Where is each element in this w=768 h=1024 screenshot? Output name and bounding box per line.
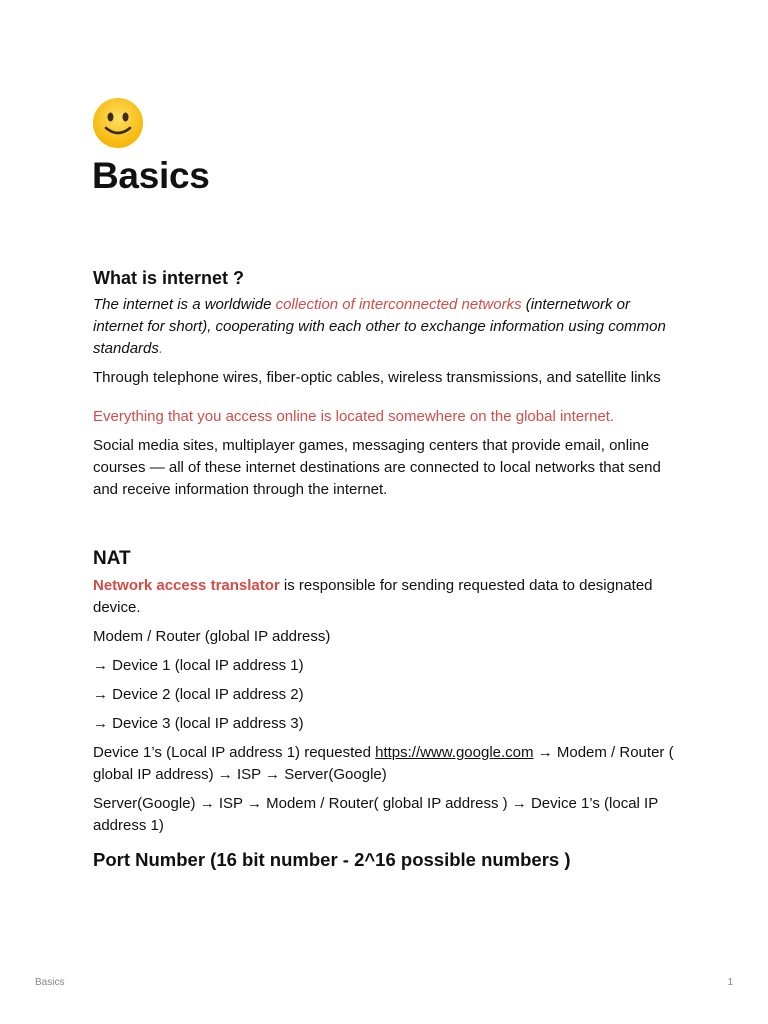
footer-page-name: Basics [35,977,65,988]
nat-response-flow: Server(Google) → ISP → Modem / Router( global IP address ) → Device 1’s (local IP address 1) [93,795,658,834]
footer-page-number: 1 [727,977,733,988]
page-body [93,264,683,874]
internet-definition-highlight: collection of interconnected networks [275,296,522,313]
nat-request-flow-text-a: Device 1’s (Local IP address 1) requested [93,744,376,761]
internet-definition-text-a: The internet is a worldwide [93,296,276,313]
internet-transmission-media: Through telephone wires, fiber-optic cables, wireless transmissions, and satellite links [93,369,661,386]
nat-device-2: → Device 2 (local IP address 2) [93,686,304,703]
nat-request-flow [93,742,683,786]
slightly-smiling-face-icon [92,97,144,149]
nat-term: Network access translator [93,577,280,594]
page-title: Basics [92,155,210,196]
nat-definition-text: is responsible for sending requested data to designated device. [93,577,653,616]
nat-request-flow-text-b: → Modem / Router ( global IP address) → ISP → Server(Google) [93,744,674,783]
internet-definition-text-c: (internetwork or internet for short), cooperating with each other to exchange information using common standards [93,296,666,357]
internet-definition [93,294,683,360]
internet-definition-period: . [158,340,164,357]
nat-definition [93,575,683,619]
internet-global-note: Everything that you access online is located somewhere on the global internet. [93,408,615,425]
google-link[interactable]: https://www.google.com [375,744,534,761]
heading-what-is-internet: What is internet ? [93,268,245,288]
nat-device-3: → Device 3 (local IP address 3) [93,715,304,732]
internet-destinations: Social media sites, multiplayer games, messaging centers that provide email, online courses — all of these internet destinations are connected to local networks that send and receive information through the internet. [93,437,661,498]
nat-device-1: → Device 1 (local IP address 1) [93,657,304,674]
nat-modem-router: Modem / Router (global IP address) [93,628,331,645]
heading-nat: NAT [93,548,131,569]
heading-port-number: Port Number (16 bit number - 2^16 possible numbers ) [93,849,571,870]
